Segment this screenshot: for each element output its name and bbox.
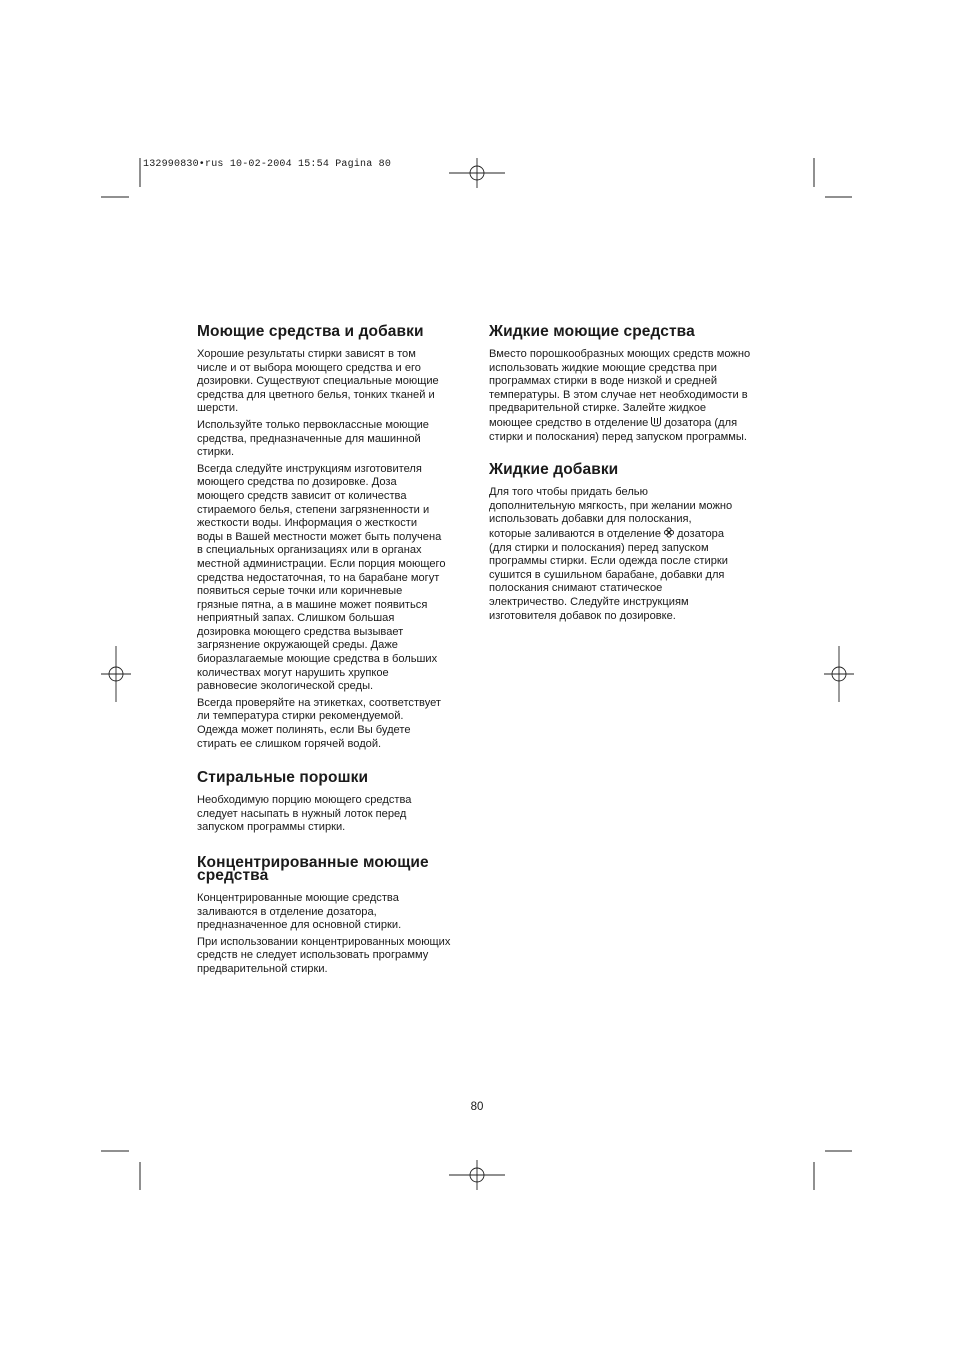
print-slug: 132990830•rus 10-02-2004 15:54 Pagina 80: [143, 159, 392, 170]
text-line: запуском программы стирки.: [197, 821, 346, 834]
text-line: моющего средств зависит от количества: [197, 489, 407, 502]
text-fragment: дозатора (для: [664, 416, 738, 429]
text-line: моющего средства по дозировке. Доза: [197, 476, 397, 489]
text-line: биоразлагаемые моющие средства в больших: [197, 653, 438, 666]
main-wash-compartment-icon: [650, 416, 662, 427]
text-line: электричество. Следуйте инструкциям: [489, 595, 689, 608]
text-line: стирки и полоскания) перед запуском программы.: [489, 430, 747, 443]
paragraph: [489, 348, 759, 444]
section-title: [197, 856, 469, 882]
text-line: Всегда проверяйте на этикетках, соответствует: [197, 696, 442, 709]
left-column: [197, 325, 469, 980]
section-liquid-detergents: [489, 325, 759, 444]
text-line: загрязнение окружающей среды. Даже: [197, 639, 398, 652]
text-line: средств не следует использовать программу: [197, 949, 429, 962]
section-washing-powders: [197, 771, 469, 835]
text-line: количествах могут нарушить хрупкое: [197, 666, 389, 679]
text-line: использовать жидкие моющие средства при: [489, 361, 717, 374]
text-line: воды в Вашей местности может быть получена: [197, 530, 442, 543]
text-line: в специальных организациях или в органах: [197, 544, 422, 557]
softener-compartment-icon: [663, 527, 675, 538]
text-line: Для того чтобы придать белью: [489, 486, 648, 499]
section-title: Жидкие добавки: [489, 461, 619, 479]
paragraph: [197, 892, 469, 933]
text-line: полоскания снимают статическое: [489, 582, 663, 595]
section-title: Стиральные порошки: [197, 769, 369, 787]
section-liquid-additives: [489, 463, 759, 623]
section-concentrated-detergents: [197, 856, 469, 977]
text-line: следует насыпать в нужный лоток перед: [197, 807, 407, 820]
text-line: ли температура стирки рекомендуемой.: [197, 710, 404, 723]
paragraph: [197, 348, 469, 416]
text-line: появиться серые точки или коричневые: [197, 585, 403, 598]
text-line: температуры. В этом случае нет необходимости в: [489, 388, 748, 401]
text-line: неприятный запах. Слишком большая: [197, 612, 395, 625]
section-title: Моющие средства и добавки: [197, 323, 424, 340]
text-line: использовать добавки для полоскания,: [489, 513, 692, 526]
text-line: дополнительную мягкость, при желании можно: [489, 499, 733, 512]
text-line: (для стирки и полоскания) перед запуском: [489, 541, 709, 554]
text-line: местной администрации. Если порция моющего: [197, 557, 446, 570]
text-line: предварительной стирке. Залейте жидкое: [489, 402, 707, 415]
text-line: программах стирки в воде низкой и средней: [489, 375, 718, 388]
registration-mark-left: [101, 646, 131, 702]
text-fragment: моющее средство в отделение: [489, 416, 649, 429]
text-line: стирки.: [197, 446, 235, 459]
text-line: предназначенное для основной стирки.: [197, 919, 402, 932]
text-line: [489, 527, 759, 542]
text-line: При использовании концентрированных моющих: [197, 935, 451, 948]
text-line: грязные пятна, а в машине может появиться: [197, 598, 428, 611]
text-fragment: дозатора: [677, 527, 724, 540]
paragraph: [197, 463, 469, 694]
text-line: Всегда следуйте инструкциям изготовителя: [197, 462, 422, 475]
registration-mark-right: [824, 646, 854, 702]
text-line: программы стирки. Если одежда после стирки: [489, 555, 728, 568]
text-line: средства для цветного белья, тонких тканей и: [197, 388, 435, 401]
text-line: Вместо порошкообразных моющих средств можно: [489, 348, 751, 360]
section-title-line: средства: [197, 867, 269, 884]
section-detergents-additives: [197, 325, 469, 751]
text-line: Используйте только первоклассные моющие: [197, 418, 429, 431]
section-title: Жидкие моющие средства: [489, 323, 695, 340]
text-line: жесткости воды. Информация о жесткости: [197, 517, 418, 530]
text-line: шерсти.: [197, 402, 239, 415]
paragraph: [197, 794, 469, 835]
right-column: [489, 325, 759, 626]
paragraph: [197, 936, 469, 977]
registration-mark-top: [449, 158, 505, 188]
text-line: Необходимую порцию моющего средства: [197, 794, 412, 807]
text-line: средства недостаточная, то на барабане могут: [197, 571, 440, 584]
text-line: сушится в сушильном барабане, добавки для: [489, 568, 725, 581]
text-line: предварительной стирки.: [197, 962, 328, 975]
text-line: числе и от выбора моющего средства и его: [197, 361, 421, 374]
paragraph: [197, 419, 469, 460]
text-line: изготовителя добавок по дозировке.: [489, 609, 676, 622]
registration-mark-bottom: [449, 1160, 505, 1190]
text-line: Хорошие результаты стирки зависят в том: [197, 348, 416, 360]
text-line: стирать ее слишком горячей водой.: [197, 737, 382, 750]
paragraph: [197, 697, 469, 751]
text-fragment: которые заливаются в отделение: [489, 527, 661, 540]
text-line: заливаются в отделение дозатора,: [197, 905, 377, 918]
section-title-line: Концентрированные моющие: [197, 854, 429, 871]
text-line: дозировка моющего средства вызывает: [197, 625, 404, 638]
page-number: 80: [470, 1101, 484, 1113]
text-line: Концентрированные моющие средства: [197, 892, 399, 904]
text-line: средства, предназначенные для машинной: [197, 432, 421, 445]
text-line: равновесие экологической среды.: [197, 680, 374, 693]
text-line: стираемого белья, степени загрязненности и: [197, 503, 430, 516]
text-line: [489, 416, 759, 431]
paragraph: [489, 486, 759, 623]
text-line: Одежда может полинять, если Вы будете: [197, 724, 411, 737]
text-line: дозировки. Существуют специальные моющие: [197, 375, 439, 388]
